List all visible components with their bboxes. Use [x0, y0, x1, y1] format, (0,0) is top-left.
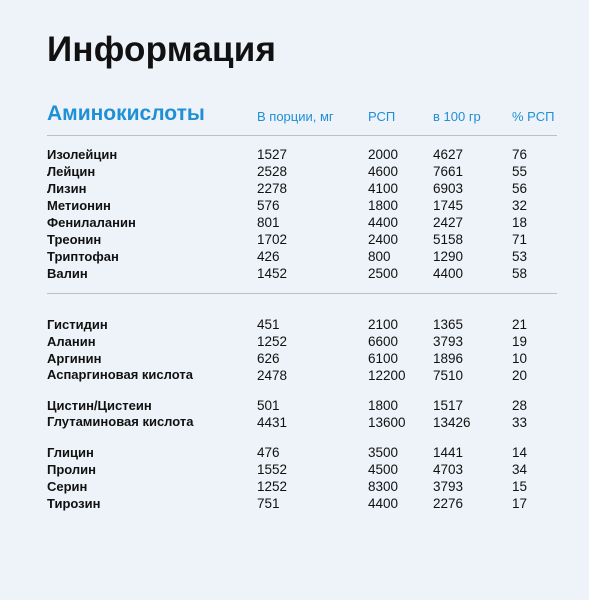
- rsp-value: 2400: [368, 232, 399, 247]
- amino-acid-name: Аргинин: [47, 351, 102, 366]
- per-100g-value: 7661: [433, 164, 464, 179]
- per-100g-value: 4627: [433, 147, 464, 162]
- percent-rsp-value: 20: [512, 368, 528, 383]
- table-row: [47, 444, 557, 461]
- percent-rsp-value: 15: [512, 479, 528, 494]
- amino-acid-name: Глутаминовая кислота: [47, 414, 194, 429]
- header-amino-acids: Аминокислоты: [47, 102, 205, 125]
- per-100g-value: 1517: [433, 398, 464, 413]
- portion-value: 576: [257, 198, 280, 213]
- amino-acid-name: Серин: [47, 479, 88, 494]
- table-row: [47, 265, 557, 282]
- rsp-value: 2100: [368, 317, 399, 332]
- portion-value: 1252: [257, 479, 288, 494]
- percent-rsp-value: 53: [512, 249, 528, 264]
- amino-acid-name: Гистидин: [47, 317, 108, 332]
- percent-rsp-value: 55: [512, 164, 528, 179]
- rsp-value: 4400: [368, 496, 399, 511]
- rsp-value: 2000: [368, 147, 399, 162]
- header-rsp: РСП: [368, 109, 396, 124]
- amino-acid-name: Лейцин: [47, 164, 96, 179]
- portion-value: 1252: [257, 334, 288, 349]
- amino-acid-name: Тирозин: [47, 496, 101, 511]
- amino-acid-name: Глицин: [47, 445, 94, 460]
- rsp-value: 6100: [368, 351, 399, 366]
- percent-rsp-value: 19: [512, 334, 528, 349]
- table-row: [47, 214, 557, 231]
- portion-value: 501: [257, 398, 280, 413]
- amino-acid-name: Триптофан: [47, 249, 119, 264]
- rsp-value: 4100: [368, 181, 399, 196]
- per-100g-value: 5158: [433, 232, 464, 247]
- amino-acid-name: Изолейцин: [47, 147, 118, 162]
- header-per-100g: в 100 гр: [433, 109, 481, 124]
- essential-amino-acids-group: [47, 146, 557, 282]
- rsp-value: 3500: [368, 445, 399, 460]
- per-100g-value: 1745: [433, 198, 464, 213]
- table-row: [47, 231, 557, 248]
- amino-acid-name: Метионин: [47, 198, 111, 213]
- amino-acid-name: Пролин: [47, 462, 97, 477]
- per-100g-value: 3793: [433, 334, 464, 349]
- per-100g-value: 7510: [433, 368, 464, 383]
- rsp-value: 12200: [368, 368, 406, 383]
- amino-acid-table: [47, 100, 557, 512]
- group-divider: [47, 293, 557, 294]
- per-100g-value: 13426: [433, 415, 471, 430]
- rsp-value: 8300: [368, 479, 399, 494]
- rsp-value: 4600: [368, 164, 399, 179]
- amino-acid-name: Аспаргиновая кислота: [47, 367, 193, 382]
- table-row: [47, 350, 557, 367]
- per-100g-value: 1290: [433, 249, 464, 264]
- table-row: [47, 397, 557, 414]
- per-100g-value: 1365: [433, 317, 464, 332]
- percent-rsp-value: 10: [512, 351, 528, 366]
- per-100g-value: 2427: [433, 215, 464, 230]
- amino-acid-name: Треонин: [47, 232, 102, 247]
- per-100g-value: 3793: [433, 479, 464, 494]
- portion-value: 2478: [257, 368, 288, 383]
- table-row: [47, 478, 557, 495]
- portion-value: 426: [257, 249, 280, 264]
- rsp-value: 800: [368, 249, 391, 264]
- header-divider: [47, 135, 557, 136]
- per-100g-value: 2276: [433, 496, 464, 511]
- per-100g-value: 1441: [433, 445, 464, 460]
- percent-rsp-value: 28: [512, 398, 528, 413]
- table-row: [47, 197, 557, 214]
- portion-value: 476: [257, 445, 280, 460]
- portion-value: 1702: [257, 232, 288, 247]
- header-portion: В порции, мг: [257, 109, 334, 124]
- other-amino-acids-group: [47, 316, 557, 512]
- table-row: [47, 414, 557, 444]
- portion-value: 801: [257, 215, 280, 230]
- amino-acid-name: Валин: [47, 266, 88, 281]
- portion-value: 2528: [257, 164, 288, 179]
- table-header: [47, 100, 557, 130]
- portion-value: 1452: [257, 266, 288, 281]
- per-100g-value: 6903: [433, 181, 464, 196]
- portion-value: 1527: [257, 147, 288, 162]
- percent-rsp-value: 33: [512, 415, 528, 430]
- percent-rsp-value: 56: [512, 181, 528, 196]
- rsp-value: 6600: [368, 334, 399, 349]
- portion-value: 626: [257, 351, 280, 366]
- percent-rsp-value: 58: [512, 266, 528, 281]
- percent-rsp-value: 32: [512, 198, 528, 213]
- table-row: [47, 333, 557, 350]
- table-row: [47, 316, 557, 333]
- amino-acid-name: Цистин/Цистеин: [47, 398, 152, 413]
- percent-rsp-value: 76: [512, 147, 528, 162]
- portion-value: 1552: [257, 462, 288, 477]
- percent-rsp-value: 17: [512, 496, 528, 511]
- percent-rsp-value: 21: [512, 317, 528, 332]
- page-title: Информация: [47, 30, 277, 69]
- rsp-value: 2500: [368, 266, 399, 281]
- table-row: [47, 163, 557, 180]
- per-100g-value: 4703: [433, 462, 464, 477]
- per-100g-value: 4400: [433, 266, 464, 281]
- header-percent-rsp: % РСП: [512, 109, 555, 124]
- amino-acid-name: Аланин: [47, 334, 96, 349]
- percent-rsp-value: 18: [512, 215, 528, 230]
- rsp-value: 13600: [368, 415, 406, 430]
- portion-value: 451: [257, 317, 280, 332]
- table-row: [47, 461, 557, 478]
- rsp-value: 1800: [368, 398, 399, 413]
- amino-acid-name: Лизин: [47, 181, 87, 196]
- table-row: [47, 367, 557, 397]
- table-row: [47, 495, 557, 512]
- portion-value: 751: [257, 496, 280, 511]
- rsp-value: 4400: [368, 215, 399, 230]
- percent-rsp-value: 71: [512, 232, 528, 247]
- percent-rsp-value: 14: [512, 445, 528, 460]
- amino-acid-name: Фенилаланин: [47, 215, 136, 230]
- percent-rsp-value: 34: [512, 462, 528, 477]
- rsp-value: 1800: [368, 198, 399, 213]
- table-row: [47, 180, 557, 197]
- per-100g-value: 1896: [433, 351, 464, 366]
- portion-value: 4431: [257, 415, 288, 430]
- rsp-value: 4500: [368, 462, 399, 477]
- portion-value: 2278: [257, 181, 288, 196]
- table-row: [47, 146, 557, 163]
- table-row: [47, 248, 557, 265]
